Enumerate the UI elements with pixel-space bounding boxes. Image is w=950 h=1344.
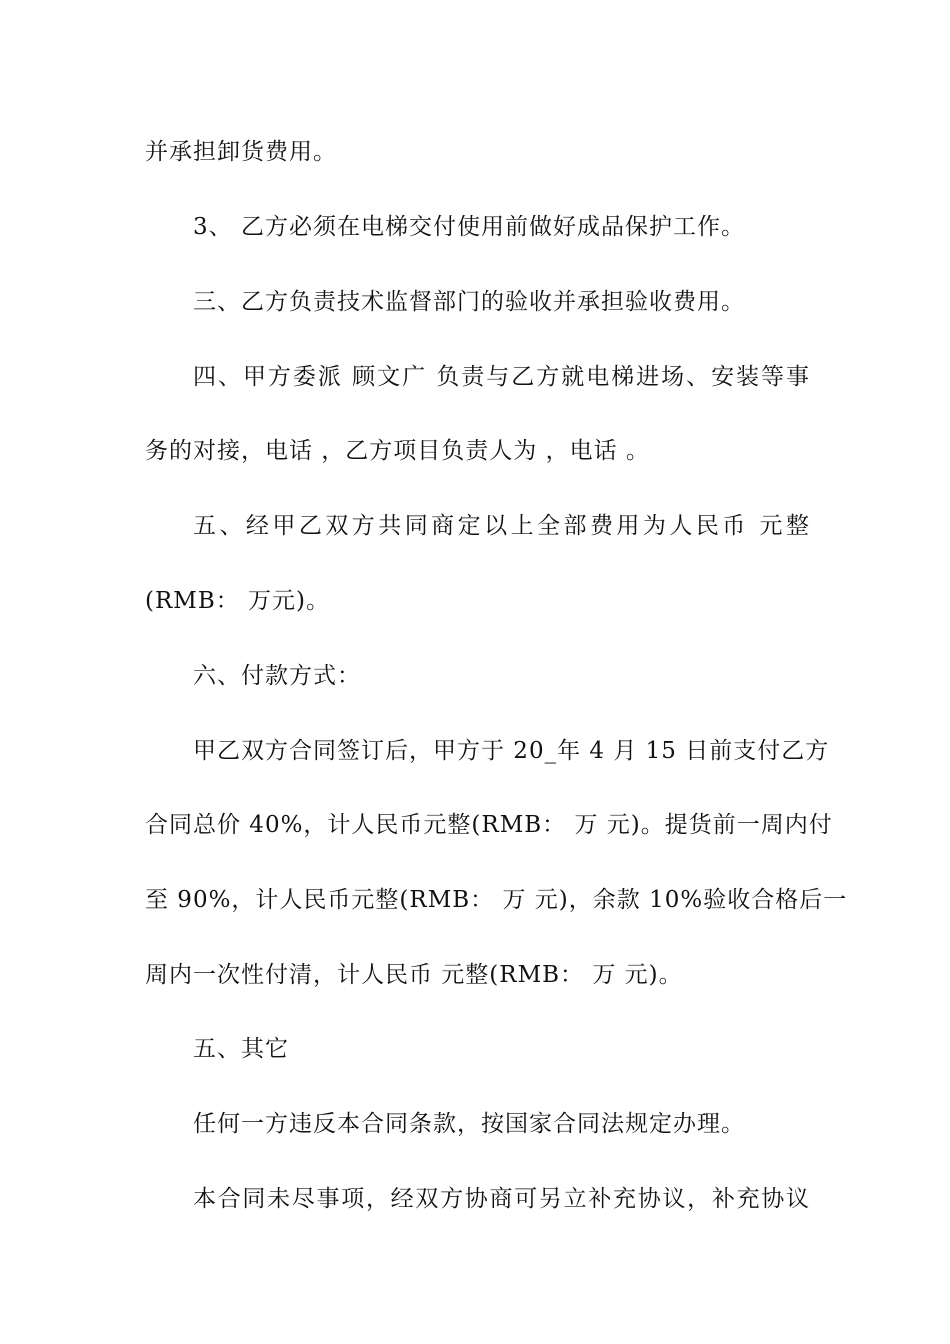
section-heading: 六、付款方式： <box>193 663 361 689</box>
clause-line: 四、甲方委派 顾文广 负责与乙方就电梯进场、安装等事 <box>193 364 810 390</box>
paragraph-line: 务的对接，电话 ，乙方项目负责人为 ，电话 。 <box>145 438 650 464</box>
clause-line: 五、经甲乙双方共同商定以上全部费用为人民币 元整 <box>193 513 810 539</box>
clause-line: 三、乙方负责技术监督部门的验收并承担验收费用。 <box>193 289 745 315</box>
paragraph-line: 周内一次性付清，计人民币 元整(RMB： 万 元)。 <box>145 962 683 988</box>
paragraph-line: 甲乙双方合同签订后，甲方于 20_年 4 月 15 日前支付乙方 <box>193 738 830 764</box>
paragraph-line: 合同总价 40%，计人民币元整(RMB： 万 元)。提货前一周内付 <box>145 812 833 838</box>
paragraph-line: 并承担卸货费用。 <box>145 139 337 165</box>
paragraph-line: 本合同未尽事项，经双方协商可另立补充协议，补充协议 <box>193 1186 810 1212</box>
paragraph-line: 至 90%，计人民币元整(RMB： 万 元)，余款 10%验收合格后一 <box>145 887 848 913</box>
clause-line: 3、 乙方必须在电梯交付使用前做好成品保护工作。 <box>193 214 745 240</box>
paragraph-line: (RMB： 万元)。 <box>145 588 331 614</box>
paragraph-line: 任何一方违反本合同条款，按国家合同法规定办理。 <box>193 1111 745 1137</box>
section-heading: 五、其它 <box>193 1036 289 1062</box>
